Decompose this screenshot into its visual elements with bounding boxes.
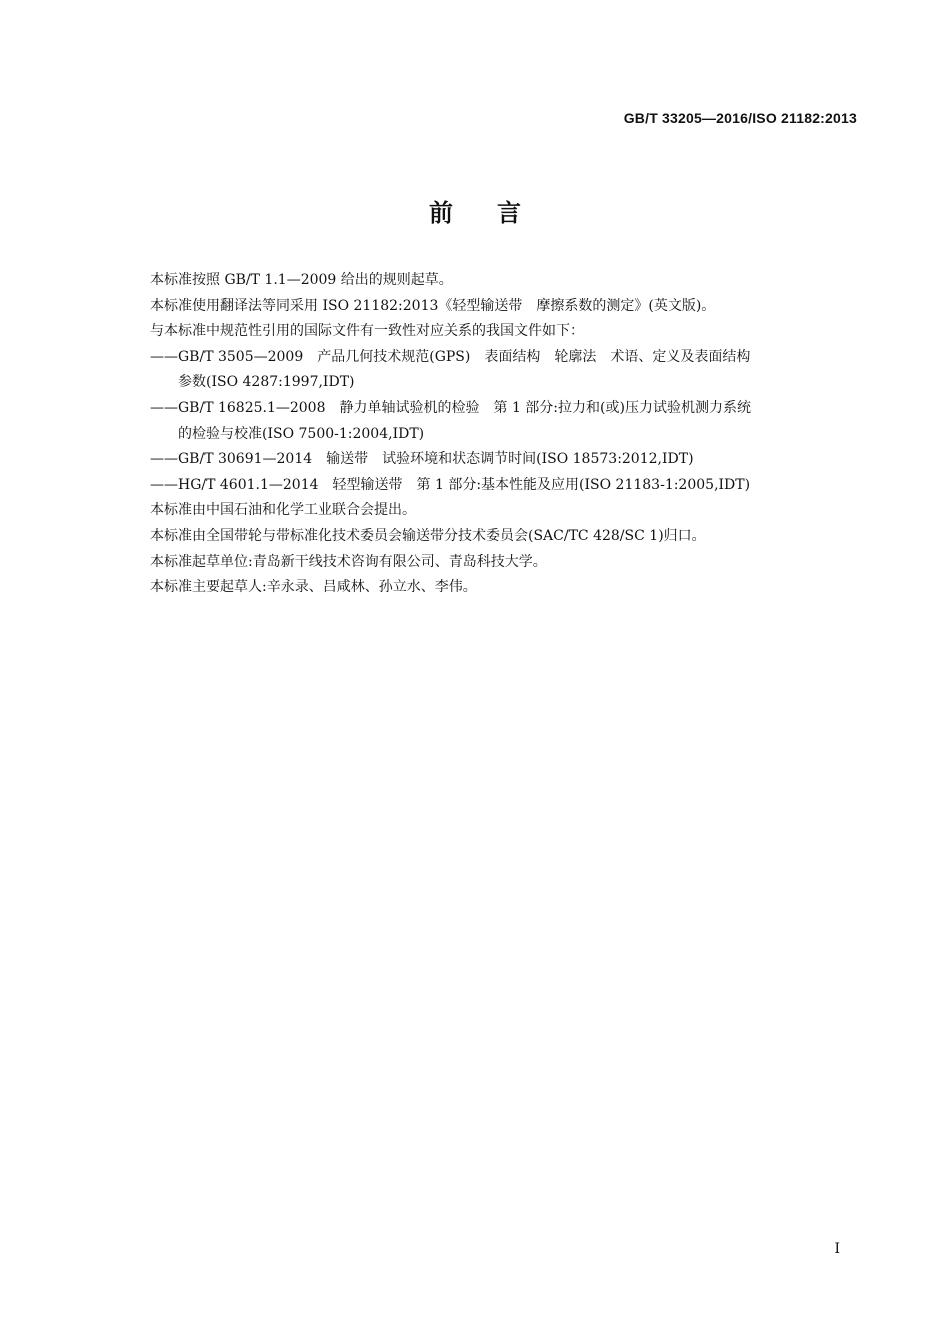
- reference-line: GB/T 3505—2009 产品几何技术规范(GPS) 表面结构 轮廓法 术语、定义及表面结构: [178, 348, 751, 365]
- reference-continuation: 的检验与校准(ISO 7500-1:2004,IDT): [178, 425, 425, 442]
- document-body: [150, 268, 870, 601]
- paragraph-proposer: 本标准由中国石油和化学工业联合会提出。: [150, 502, 416, 519]
- paragraph-references-intro: 与本标准中规范性引用的国际文件有一致性对应关系的我国文件如下：: [150, 323, 584, 340]
- paragraph-committee: 本标准由全国带轮与带标准化技术委员会输送带分技术委员会(SAC/TC 428/SC 1)归口。: [150, 527, 706, 544]
- paragraph-drafting-units: 本标准起草单位:青岛新干线技术咨询有限公司、青岛科技大学。: [150, 553, 547, 570]
- reference-line: GB/T 16825.1—2008 静力单轴试验机的检验 第 1 部分:拉力和(或)压力试验机测力系统: [178, 399, 751, 416]
- paragraph-drafters: 本标准主要起草人:辛永录、吕咸林、孙立水、李伟。: [150, 579, 477, 596]
- page-title: 前言: [429, 199, 565, 227]
- reference-dash: ——: [150, 348, 178, 365]
- reference-item: [150, 345, 870, 396]
- page-number: I: [834, 1241, 840, 1257]
- document-code: GB/T 33205—2016/ISO 21182:2013: [623, 110, 857, 126]
- reference-line: GB/T 30691—2014 输送带 试验环境和状态调节时间(ISO 18573:2012,IDT): [178, 451, 694, 468]
- reference-dash: ——: [150, 451, 178, 468]
- reference-continuation: 参数(ISO 4287:1997,IDT): [178, 374, 355, 391]
- reference-dash: ——: [150, 476, 178, 493]
- paragraph-drafting-rules: 本标准按照 GB/T 1.1—2009 给出的规则起草。: [150, 272, 453, 288]
- reference-item: [150, 447, 870, 473]
- reference-line: HG/T 4601.1—2014 轻型输送带 第 1 部分:基本性能及应用(ISO 21183-1:2005,IDT): [178, 476, 751, 493]
- reference-dash: ——: [150, 399, 178, 416]
- reference-item: [150, 396, 870, 447]
- reference-item: [150, 473, 870, 499]
- paragraph-adoption: 本标准使用翻译法等同采用 ISO 21182:2013《轻型输送带 摩擦系数的测定》(英文版)。: [150, 297, 716, 314]
